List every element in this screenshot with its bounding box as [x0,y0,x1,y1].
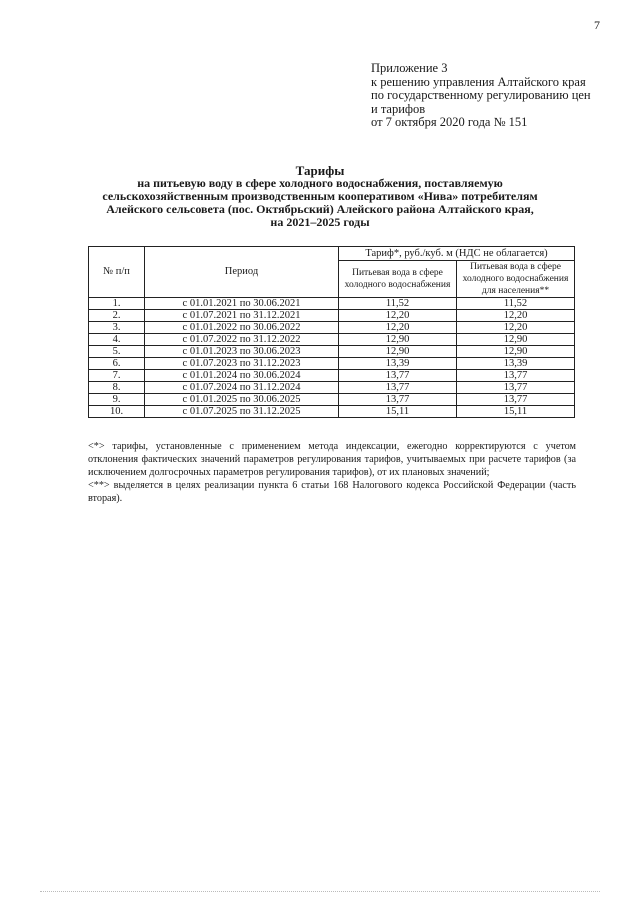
row-water-tariff: 13,77 [339,370,457,382]
table-row [89,298,575,310]
footnote: <*> тарифы, установленные с применением метода индексации, ежегодно корректируются с учетом отклонения фактических значений параметров регулирования тарифов, учитываемых при расчете тарифов (за исключением долгосрочных параметров регулирования тарифов), от их плановых значений; [88,441,576,478]
row-water-tariff: 11,52 [339,298,457,310]
row-population-tariff: 11,52 [457,298,575,310]
table-row [89,310,575,322]
appendix-block [371,62,621,130]
title-line: на 2021–2025 годы [270,215,370,229]
row-period: с 01.07.2023 по 31.12.2023 [145,358,339,370]
footnotes [88,440,576,505]
row-population-tariff: 12,90 [457,334,575,346]
row-period: с 01.01.2025 по 30.06.2025 [145,394,339,406]
row-period: с 01.01.2021 по 30.06.2021 [145,298,339,310]
appendix-line: Приложение 3 [371,61,448,75]
row-number: 7. [89,370,145,382]
header-tariff-group: Тариф*, руб./куб. м (НДС не облагается) [339,247,575,261]
row-number: 8. [89,382,145,394]
row-number: 9. [89,394,145,406]
table-row [89,358,575,370]
table-row [89,322,575,334]
row-population-tariff: 12,20 [457,322,575,334]
row-water-tariff: 12,20 [339,310,457,322]
row-water-tariff: 13,77 [339,382,457,394]
header-water: Питьевая вода в сфере холодного водоснабжения [339,261,457,298]
page-footer-divider [40,891,600,892]
row-population-tariff: 15,11 [457,406,575,418]
row-water-tariff: 13,39 [339,358,457,370]
appendix-line: по государственному регулированию цен [371,88,591,102]
tariff-table [88,246,575,418]
row-water-tariff: 12,90 [339,346,457,358]
title-line: на питьевую воду в сфере холодного водоснабжения, поставляемую [137,176,503,190]
header-number: № п/п [89,247,145,298]
table-row [89,382,575,394]
table-row [89,334,575,346]
title-line: сельскохозяйственным производственным кооперативом «Нива» потребителям [102,189,538,203]
row-population-tariff: 12,20 [457,310,575,322]
table-row [89,394,575,406]
row-water-tariff: 13,77 [339,394,457,406]
row-number: 5. [89,346,145,358]
row-period: с 01.01.2024 по 30.06.2024 [145,370,339,382]
row-water-tariff: 12,90 [339,334,457,346]
row-number: 10. [89,406,145,418]
table-row [89,346,575,358]
header-population: Питьевая вода в сфере холодного водоснабжения для населения** [457,261,575,298]
row-number: 4. [89,334,145,346]
appendix-line: от 7 октября 2020 года № 151 [371,115,528,129]
page-number: 7 [594,18,600,32]
appendix-line: к решению управления Алтайского края [371,74,586,89]
row-number: 6. [89,358,145,370]
row-period: с 01.07.2024 по 31.12.2024 [145,382,339,394]
document-title [60,164,580,229]
row-population-tariff: 13,39 [457,358,575,370]
row-period: с 01.01.2023 по 30.06.2023 [145,346,339,358]
header-period: Период [145,247,339,298]
row-number: 2. [89,310,145,322]
row-water-tariff: 15,11 [339,406,457,418]
row-period: с 01.07.2025 по 31.12.2025 [145,406,339,418]
row-population-tariff: 12,90 [457,346,575,358]
row-period: с 01.07.2022 по 31.12.2022 [145,334,339,346]
row-population-tariff: 13,77 [457,382,575,394]
row-population-tariff: 13,77 [457,370,575,382]
table-row [89,370,575,382]
row-period: с 01.07.2021 по 31.12.2021 [145,310,339,322]
title-heading: Тарифы [295,163,345,178]
row-water-tariff: 12,20 [339,322,457,334]
footnote: <**> выделяется в целях реализации пункта 6 статьи 168 Налогового кодекса Российской Федерации (часть вторая). [88,480,576,504]
row-number: 1. [89,298,145,310]
table-row [89,406,575,418]
title-line: Алейского сельсовета (пос. Октябрьский) Алейского района Алтайского края, [106,202,534,216]
row-period: с 01.01.2022 по 30.06.2022 [145,322,339,334]
appendix-line: и тарифов [371,101,426,116]
row-population-tariff: 13,77 [457,394,575,406]
row-number: 3. [89,322,145,334]
